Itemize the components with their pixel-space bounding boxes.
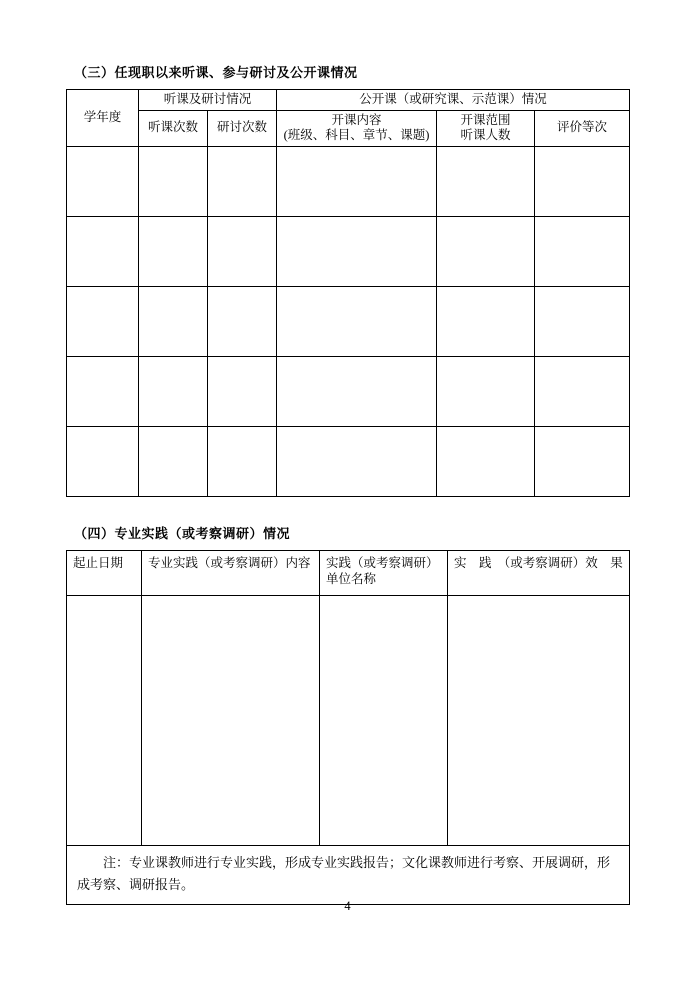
cell-content[interactable] (277, 356, 437, 426)
header-date: 起止日期 (67, 550, 142, 595)
table-header-row (67, 550, 630, 595)
page-number: 4 (344, 899, 351, 913)
table-row (67, 286, 630, 356)
cell-listen[interactable] (139, 216, 208, 286)
header-listen-count: 听课次数 (139, 110, 208, 146)
header-rating: 评价等次 (535, 110, 630, 146)
cell-content[interactable] (277, 426, 437, 496)
cell-content[interactable] (277, 146, 437, 216)
header-open-content-line2: (班级、科目、章节、课题) (283, 128, 430, 143)
practice-note-line2: 成考察、调研报告。 (77, 876, 195, 892)
cell-rating[interactable] (535, 356, 630, 426)
cell-practice-unit[interactable] (320, 595, 448, 845)
lessons-table (66, 89, 630, 497)
cell-seminar[interactable] (208, 216, 277, 286)
cell-rating[interactable] (535, 146, 630, 216)
cell-year[interactable] (67, 146, 139, 216)
table-row (67, 595, 630, 845)
header-open-content (277, 110, 437, 146)
table-header-row (67, 90, 630, 111)
header-seminar-count: 研讨次数 (208, 110, 277, 146)
practice-note (67, 845, 630, 904)
cell-year[interactable] (67, 356, 139, 426)
header-group-listen: 听课及研讨情况 (139, 90, 277, 111)
cell-seminar[interactable] (208, 146, 277, 216)
header-practice-content: 专业实践（或考察调研）内容 (142, 550, 320, 595)
cell-seminar[interactable] (208, 426, 277, 496)
cell-scope[interactable] (437, 286, 535, 356)
cell-scope[interactable] (437, 216, 535, 286)
cell-practice-effect[interactable] (448, 595, 630, 845)
cell-content[interactable] (277, 216, 437, 286)
cell-rating[interactable] (535, 426, 630, 496)
cell-listen[interactable] (139, 286, 208, 356)
practice-note-line1: 注：专业课教师进行专业实践，形成专业实践报告；文化课教师进行考察、开展调研，形 (103, 854, 611, 870)
cell-seminar[interactable] (208, 356, 277, 426)
cell-scope[interactable] (437, 146, 535, 216)
header-open-scope (437, 110, 535, 146)
table-row (67, 426, 630, 496)
header-year: 学年度 (67, 90, 139, 147)
cell-date[interactable] (67, 595, 142, 845)
cell-seminar[interactable] (208, 286, 277, 356)
section-three-heading: （三）任现职以来听课、参与研讨及公开课情况 (74, 66, 358, 81)
header-open-scope-line1: 开课范围 (460, 112, 511, 127)
header-practice-effect: 实 践 （或考察调研）效 果 (448, 550, 630, 595)
table-row (67, 356, 630, 426)
table-row (67, 216, 630, 286)
cell-scope[interactable] (437, 356, 535, 426)
cell-practice-content[interactable] (142, 595, 320, 845)
header-practice-unit: 实践（或考察调研）单位名称 (320, 550, 448, 595)
cell-listen[interactable] (139, 146, 208, 216)
header-open-content-line1: 开课内容 (331, 112, 382, 127)
cell-year[interactable] (67, 286, 139, 356)
table-note-row (67, 845, 630, 904)
cell-year[interactable] (67, 426, 139, 496)
header-group-open: 公开课（或研究课、示范课）情况 (277, 90, 630, 111)
table-subheader-row (67, 110, 630, 146)
cell-year[interactable] (67, 216, 139, 286)
cell-scope[interactable] (437, 426, 535, 496)
cell-listen[interactable] (139, 426, 208, 496)
cell-rating[interactable] (535, 216, 630, 286)
section-four-heading: （四）专业实践（或考察调研）情况 (74, 526, 291, 542)
section-spacer (66, 497, 629, 523)
header-open-scope-line2: 听课人数 (460, 128, 511, 143)
cell-content[interactable] (277, 286, 437, 356)
cell-rating[interactable] (535, 286, 630, 356)
cell-listen[interactable] (139, 356, 208, 426)
table-row (67, 146, 630, 216)
practice-table (66, 550, 630, 905)
